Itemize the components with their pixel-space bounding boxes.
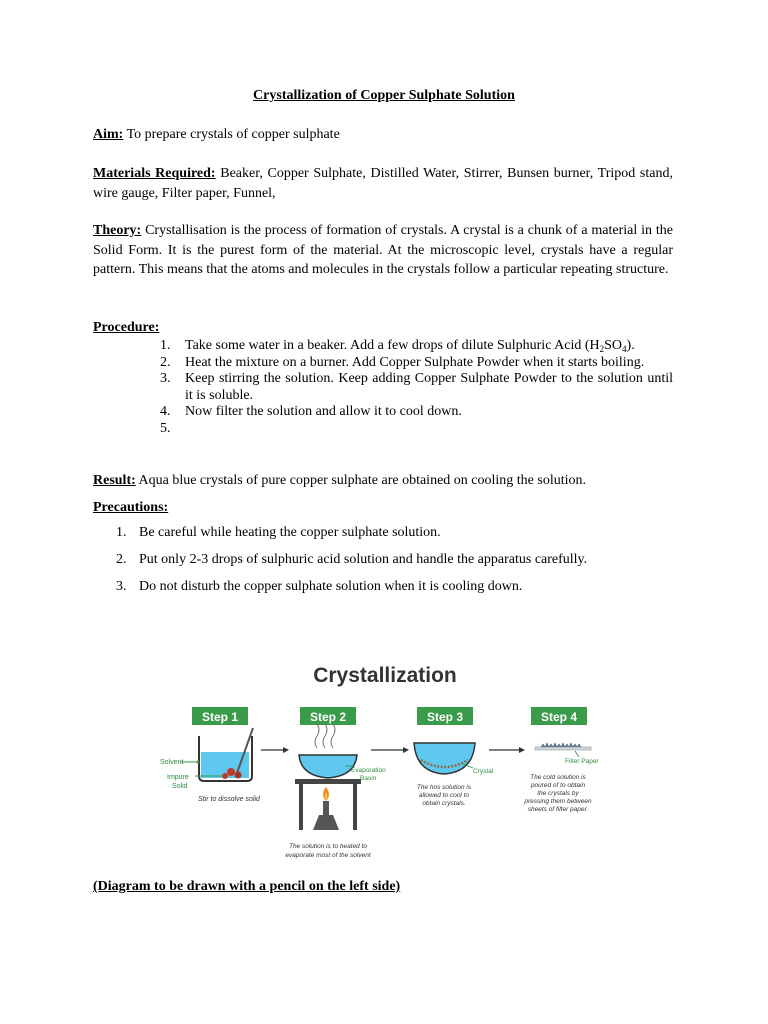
list-item: 5.	[160, 420, 171, 436]
heat-caption-2: evaporate most of the solvent	[285, 852, 371, 859]
result-section	[93, 471, 673, 491]
step-2-badge	[300, 707, 356, 725]
result-label: Result:	[93, 473, 136, 488]
filter-caption-5: sheets of filter paper.	[527, 806, 589, 813]
crystal-label: Crystal	[473, 768, 494, 775]
svg-text:Step 1: Step 1	[201, 710, 239, 724]
document-title: Crystallization of Copper Sulphate Solution	[253, 88, 515, 103]
cool-caption-2: allowed to cool to	[418, 792, 470, 799]
filter-paper-label: Filter Paper	[565, 758, 599, 765]
list-item: 3. Keep stirring the solution. Keep adding Copper Sulphate Powder to the solution until it is soluble.	[160, 371, 673, 403]
filter-caption-4: pressing them between	[524, 798, 592, 805]
aim-label: Aim:	[93, 127, 124, 142]
svg-text:Step 2: Step 2	[309, 710, 347, 724]
impure-label-2: Solid	[172, 783, 188, 790]
arrow-icon	[489, 747, 525, 753]
filter-caption-2: poured of to obtain	[530, 782, 586, 789]
filter-caption-1: The cold solution is	[530, 774, 586, 781]
procedure-heading	[93, 318, 673, 338]
stir-caption: Stir to dissolve solid	[198, 796, 260, 803]
evaporation-basin-icon	[299, 755, 357, 778]
list-item: 3. Do not disturb the copper sulphate solution when it is cooling down.	[116, 579, 523, 594]
list-item: 1. Be careful while heating the copper sulphate solution.	[116, 525, 441, 540]
aim-text: To prepare crystals of copper sulphate	[123, 127, 340, 142]
theory-section	[93, 221, 673, 280]
step-3-badge	[417, 707, 473, 725]
evaporation-label-2: Basin	[360, 775, 377, 782]
arrow-icon	[261, 747, 289, 753]
procedure-list	[160, 338, 673, 437]
cool-caption-1: The hos solution is	[416, 784, 472, 791]
materials-text: Beaker, Copper Sulphate, Distilled Water, Stirrer, Bunsen burner, Tripod stand, wire gauge, Filter paper, Funnel,	[93, 166, 673, 201]
diagram-note: (Diagram to be drawn with a pencil on the left side)	[93, 879, 401, 894]
step-1-badge	[192, 707, 248, 725]
svg-text:Step 3: Step 3	[426, 710, 464, 724]
heat-caption-1: The solution is to heated to	[288, 843, 368, 850]
precautions-label: Precautions:	[93, 500, 169, 515]
cooling-basin-icon	[414, 743, 475, 774]
burner-icon	[313, 787, 339, 830]
evaporation-label-1: Evaporation	[351, 767, 386, 774]
precautions-heading	[93, 498, 673, 518]
materials-label: Materials Required:	[93, 166, 216, 181]
impure-label-1: Impure	[167, 774, 189, 781]
list-item: 1. Take some water in a beaker. Add a few drops of dilute Sulphuric Acid $(H_2SO_4)$.	[160, 338, 635, 354]
diagram-title: Crystallization	[313, 664, 457, 687]
aim-section	[93, 125, 673, 145]
filter-caption-3: the crystals by	[537, 790, 579, 797]
precautions-list	[116, 525, 676, 606]
list-item: 2. Heat the mixture on a burner. Add Copper Sulphate Powder when it starts boiling.	[160, 354, 645, 370]
crystallization-diagram	[155, 648, 615, 862]
filter-paper-icon	[535, 743, 591, 750]
cool-caption-3: obtain crystals.	[422, 800, 466, 807]
procedure-label: Procedure:	[93, 320, 160, 335]
list-item: 4. Now filter the solution and allow it to cool down.	[160, 404, 462, 419]
arrow-icon	[371, 747, 409, 753]
theory-label: Theory:	[93, 223, 142, 238]
solvent-label: Solvent	[160, 759, 184, 766]
list-item: 2. Put only 2-3 drops of sulphuric acid solution and handle the apparatus carefully.	[116, 552, 588, 567]
beaker-icon	[199, 728, 253, 781]
result-text: Aqua blue crystals of pure copper sulphate are obtained on cooling the solution.	[135, 473, 586, 488]
materials-section	[93, 164, 673, 203]
svg-text:Step 4: Step 4	[540, 710, 578, 724]
step-4-badge	[531, 707, 587, 725]
steam-icon	[315, 724, 335, 748]
theory-text: Crystallisation is the process of formation of crystals. A crystal is a chunk of a material in the Solid Form. It is the purest form of the material. At the microscopic level, crystals have a regular pattern. This means that the atoms and molecules in the crystals follow a particular repeating structure.	[93, 223, 673, 277]
